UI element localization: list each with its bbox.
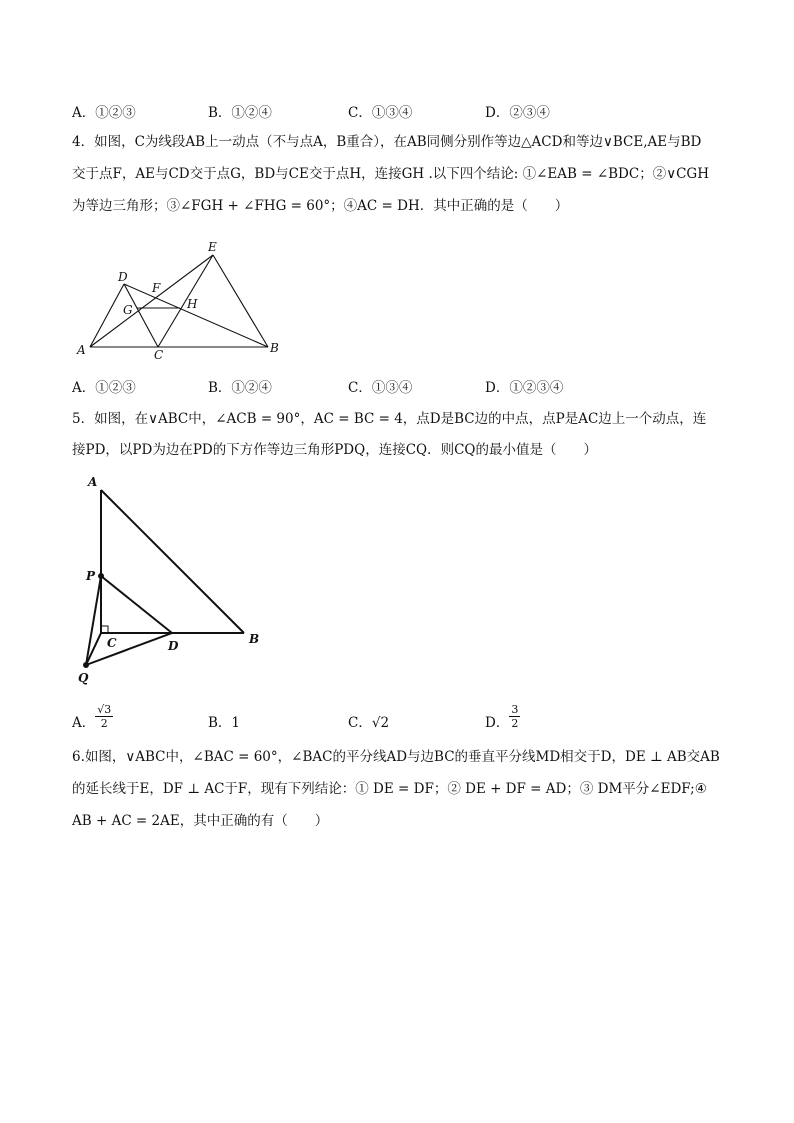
q5-point-q bbox=[83, 662, 89, 668]
q4-label-e: E bbox=[208, 240, 217, 254]
q5-option-c-letter: C． bbox=[348, 715, 372, 731]
q5-options bbox=[72, 704, 722, 738]
q4-segment-eb bbox=[213, 255, 268, 347]
q4-text-line-1: 4．如图，C为线段AB上一动点（不与点A，B重合），在AB同侧分别作等边△ACD和等边∨BCE,AE与BD bbox=[72, 134, 702, 150]
q5-option-d-letter: D． bbox=[485, 715, 510, 731]
q4-option-a[interactable]: A．①②③ bbox=[72, 380, 136, 396]
q5-label-b: B bbox=[249, 632, 260, 646]
q5-option-a-fraction bbox=[95, 703, 113, 730]
q5-segment-ab bbox=[101, 490, 244, 633]
q4-segment-db bbox=[124, 284, 268, 347]
q5-option-d[interactable] bbox=[485, 703, 520, 731]
q5-option-a-letter: A． bbox=[72, 715, 96, 731]
q4-segment-ad bbox=[90, 284, 124, 347]
q5-label-q: Q bbox=[78, 671, 89, 685]
q5-option-a-denominator: 2 bbox=[100, 717, 108, 730]
q5-option-b-letter: B． bbox=[208, 715, 232, 731]
q5-option-d-numerator: 3 bbox=[511, 703, 519, 716]
q4-label-a: A bbox=[77, 343, 86, 357]
q4-label-h: H bbox=[187, 297, 198, 311]
q5-option-d-fraction bbox=[509, 703, 520, 730]
q4-figure bbox=[70, 236, 300, 364]
q5-segment-pd bbox=[101, 576, 172, 633]
q5-option-c-value: √2 bbox=[371, 715, 390, 731]
q4-label-c: C bbox=[154, 348, 164, 362]
q5-text-line-1: 5．如图，在∨ABC中，∠ACB = 90°，AC = BC = 4，点D是BC边的中点，点P是AC边上一个动点，连 bbox=[72, 411, 707, 427]
q4-option-c[interactable]: C．①③④ bbox=[348, 380, 413, 396]
q4-label-d: D bbox=[118, 270, 128, 284]
q6-text-line-2: 的延长线于E，DF ⊥ AC于F，现有下列结论：① DE = DF；② DE + DF = AD；③ DM平分∠EDF;④ bbox=[72, 781, 707, 797]
q4-options bbox=[72, 376, 722, 396]
q5-text-line-2: 接PD，以PD为边在PD的下方作等边三角形PDQ，连接CQ．则CQ的最小值是（ ） bbox=[72, 442, 597, 458]
q5-segment-pq bbox=[86, 576, 101, 665]
q4-option-b[interactable]: B．①②④ bbox=[208, 380, 272, 396]
q6-text-line-3: AB + AC = 2AE，其中正确的有（ ） bbox=[72, 813, 329, 829]
q5-label-p: P bbox=[86, 569, 96, 583]
q5-option-a-numerator: √3 bbox=[97, 703, 112, 716]
q5-option-b-value: 1 bbox=[231, 715, 241, 731]
q3-option-c[interactable]: C．①③④ bbox=[348, 105, 413, 121]
q3-option-d[interactable]: D．②③④ bbox=[485, 105, 550, 121]
q4-label-b: B bbox=[270, 341, 279, 355]
q5-right-angle-mark bbox=[101, 626, 108, 633]
q4-label-f: F bbox=[152, 281, 161, 295]
q5-point-p bbox=[98, 573, 104, 579]
q4-text-line-2: 交于点F，AE与CD交于点G，BD与CE交于点H，连接GH .以下四个结论: ①∠EAB = ∠BDC；②∨CGH bbox=[72, 166, 709, 182]
q4-text-line-3: 为等边三角形；③∠FGH + ∠FHG = 60°；④AC = DH．其中正确的是（ ） bbox=[72, 198, 569, 214]
q5-option-c[interactable] bbox=[348, 711, 389, 731]
q5-label-c: C bbox=[107, 636, 117, 650]
q4-label-g: G bbox=[123, 303, 133, 317]
q3-options bbox=[72, 101, 722, 121]
q6-text-line-1: 6.如图，∨ABC中，∠BAC = 60°，∠BAC的平分线AD与边BC的垂直平分线MD相交于D，DE ⊥ AB交AB bbox=[72, 749, 720, 765]
q5-option-d-denominator: 2 bbox=[511, 717, 519, 730]
q5-option-b[interactable] bbox=[208, 711, 240, 731]
q4-option-d[interactable]: D．①②③④ bbox=[485, 380, 564, 396]
q4-segment-ce bbox=[158, 255, 213, 347]
q5-option-a[interactable] bbox=[72, 703, 113, 731]
q5-figure bbox=[70, 470, 270, 690]
q3-option-b[interactable]: B．①②④ bbox=[208, 105, 272, 121]
q5-label-a: A bbox=[88, 475, 98, 489]
q5-label-d: D bbox=[168, 639, 179, 653]
q3-option-a[interactable]: A．①②③ bbox=[72, 105, 136, 121]
